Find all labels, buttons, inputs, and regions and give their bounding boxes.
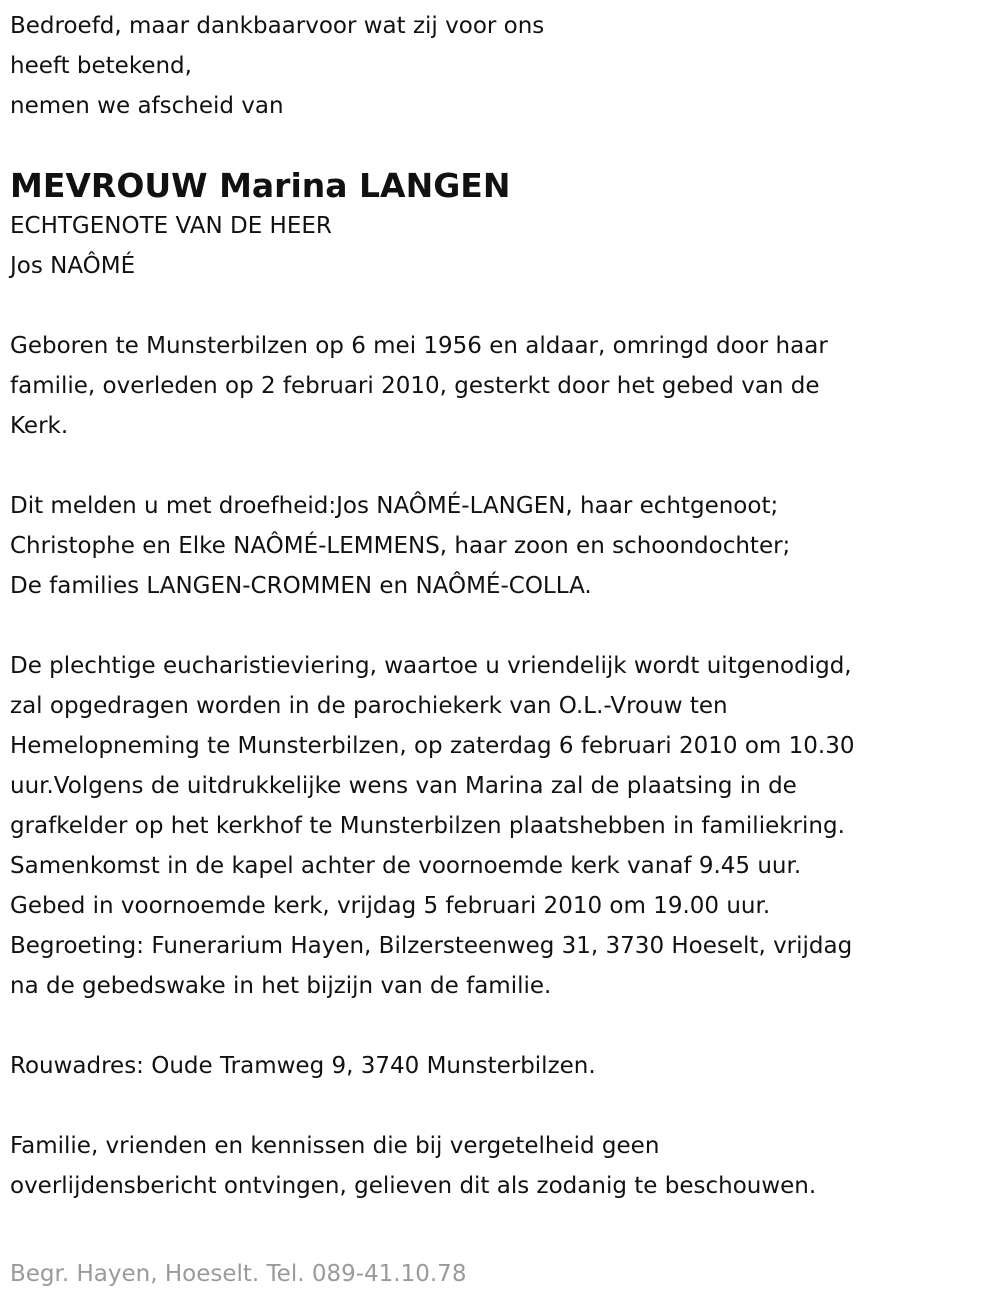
funeral-home-footer: Begr. Hayen, Hoeselt. Tel. 089-41.10.78 (10, 1261, 467, 1287)
text-line: Christophe en Elke NAÔMÉ-LEMMENS, haar zoon en schoondochter; (10, 533, 791, 559)
text-line: Gebed in voornoemde kerk, vrijdag 5 februari 2010 om 19.00 uur. (10, 893, 771, 919)
notice-paragraph (10, 1126, 1000, 1206)
text-line: Familie, vrienden en kennissen die bij vergetelheid geen (10, 1133, 660, 1159)
spouse-line: Jos NAÔMÉ (10, 253, 136, 279)
intro-line: heeft betekend, (10, 53, 192, 79)
text-line: Geboren te Munsterbilzen op 6 mei 1956 en aldaar, omringd door haar (10, 333, 828, 359)
text-line: grafkelder op het kerkhof te Munsterbilzen plaatshebben in familiekring. (10, 813, 845, 839)
ceremony-paragraph (10, 646, 1000, 1006)
text-line: Samenkomst in de kapel achter de voornoemde kerk vanaf 9.45 uur. (10, 853, 802, 879)
intro-line: Bedroefd, maar dankbaarvoor wat zij voor ons (10, 13, 545, 39)
text-line: De families LANGEN-CROMMEN en NAÔMÉ-COLLA. (10, 573, 592, 599)
spouse-line: ECHTGENOTE VAN DE HEER (10, 213, 332, 239)
birth-death-paragraph (10, 326, 1000, 446)
text-line: De plechtige eucharistieviering, waartoe u vriendelijk wordt uitgenodigd, (10, 653, 852, 679)
text-line: Dit melden u met droefheid:Jos NAÔMÉ-LANGEN, haar echtgenoot; (10, 493, 779, 519)
text-line: na de gebedswake in het bijzijn van de familie. (10, 973, 552, 999)
family-paragraph (10, 486, 1000, 606)
intro-line: nemen we afscheid van (10, 93, 284, 119)
text-line: Hemelopneming te Munsterbilzen, op zaterdag 6 februari 2010 om 10.30 (10, 733, 855, 759)
text-line: uur.Volgens de uitdrukkelijke wens van Marina zal de plaatsing in de (10, 773, 797, 799)
text-line: Kerk. (10, 413, 69, 439)
text-line: overlijdensbericht ontvingen, gelieven dit als zodanig te beschouwen. (10, 1173, 817, 1199)
text-line: Begroeting: Funerarium Hayen, Bilzersteenweg 31, 3730 Hoeselt, vrijdag (10, 933, 853, 959)
intro-paragraph (10, 6, 1000, 126)
text-line: zal opgedragen worden in de parochiekerk van O.L.-Vrouw ten (10, 693, 728, 719)
text-line: familie, overleden op 2 februari 2010, gesterkt door het gebed van de (10, 373, 820, 399)
mourning-address: Rouwadres: Oude Tramweg 9, 3740 Munsterbilzen. (10, 1053, 596, 1079)
deceased-name: MEVROUW Marina LANGEN (10, 166, 511, 205)
